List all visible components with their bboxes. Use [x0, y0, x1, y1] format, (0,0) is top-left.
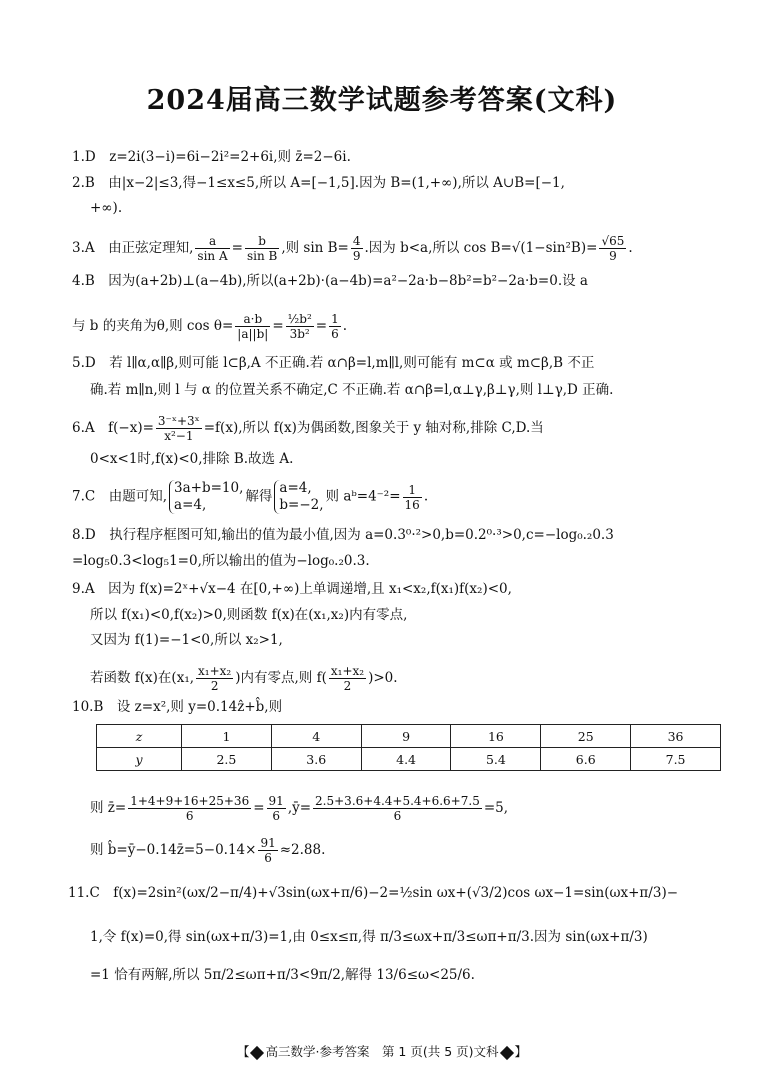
table-cell: 4: [271, 725, 361, 748]
answer-4-line-1: 4.B 因为(a+2b)⊥(a−4b),所以(a+2b)·(a−4b)=a²−2a·b−8b²=b²−2a·b=0.设 a: [72, 273, 588, 289]
answer-2-line-2: +∞).: [90, 200, 123, 216]
answer-9-line-4: 若函数 f(x)在(x₁, $\frac{\text{x₁+x₂}}{2}$ )内有零点,则 f( $\frac{\text{x₁+x₂}}{2}$ )>0.: [90, 664, 398, 693]
table-cell: 36: [631, 725, 721, 748]
page-title: 2024届高三数学试题参考答案(文科): [146, 85, 618, 116]
answer-6-line-1: 6.A f(−x)= $\frac{\text{3⁻ˣ+3ˣ}}{\text{x²−1}}$ =f(x),所以 f(x)为偶函数,图象关于 y 轴对称,排除 C,D.当: [72, 414, 544, 443]
table-cell: 9: [361, 725, 451, 748]
table-cell: 5.4: [451, 748, 541, 771]
footer-left-bracket: 【: [236, 1044, 250, 1059]
answer-9-line-2: 所以 f(x₁)<0,f(x₂)>0,则函数 f(x)在(x₁,x₂)内有零点,: [90, 607, 408, 623]
answer-11-line-1: 11.C f(x)=2sin²(ωx/2−π/4)+√3sin(ωx+π/6)−2=½sin ωx+(√3/2)cos ωx−1=sin(ωx+π/3)−: [68, 885, 679, 901]
table-row-y: [97, 748, 721, 771]
footer-text: 高三数学·参考答案 第 1 页(共 5 页)文科: [265, 1044, 499, 1059]
table-cell: 6.6: [541, 748, 631, 771]
answer-9-line-3: 又因为 f(1)=−1<0,所以 x₂>1,: [90, 632, 283, 648]
table-cell: 4.4: [361, 748, 451, 771]
answer-1: 1.D z=2i(3−i)=6i−2i²=2+6i,则 z̄=2−6i.: [72, 149, 351, 165]
table-row-label: z: [97, 725, 182, 748]
answer-6-line-2: 0<x<1时,f(x)<0,排除 B.故选 A.: [90, 451, 294, 467]
answer-11-line-2: 1,令 f(x)=0,得 sin(ωx+π/3)=1,由 0≤x≤π,得 π/3≤ωx+π/3≤ωπ+π/3.因为 sin(ωx+π/3): [90, 929, 648, 945]
answer-8-line-1: 8.D 执行程序框图可知,输出的值为最小值,因为 a=0.3⁰·²>0,b=0.2⁰·³>0,c=−log₀.₂0.3: [72, 527, 614, 543]
table-row-z: [97, 725, 721, 748]
data-table: [96, 724, 721, 771]
table-cell: 7.5: [631, 748, 721, 771]
answer-11-line-3: =1 恰有两解,所以 5π/2≤ωπ+π/3<9π/2,解得 13/6≤ω<25/6.: [90, 967, 475, 983]
answer-3: 3.A 由正弦定理知, $\frac{a}{\text{sin A}}$ = $\frac{b}{\text{sin B}}$ ,则 sin B= $\frac{4}{9}$ .因为 b<a,所以 cos B=√(1−sin²B)= $\frac{√65}{9}$ .: [72, 234, 633, 263]
table-row-label: y: [97, 748, 182, 771]
answer-10: 10.B 设 z=x²,则 y=0.14ẑ+b̂,则: [72, 699, 283, 715]
table-cell: 3.6: [271, 748, 361, 771]
diamond-icon: [250, 1045, 264, 1059]
answer-5-line-2: 确.若 m∥n,则 l 与 α 的位置关系不确定,C 不正确.若 α∩β=l,α⊥γ,β⊥γ,则 l⊥γ,D 正确.: [90, 382, 614, 398]
table-cell: 16: [451, 725, 541, 748]
table-cell: 2.5: [182, 748, 272, 771]
answer-8-line-2: =log₅0.3<log₅1=0,所以输出的值为−log₀.₂0.3.: [72, 553, 370, 569]
answer-5-line-1: 5.D 若 l∥α,α∥β,则可能 l⊂β,A 不正确.若 α∩β=l,m∥l,则可能有 m⊂α 或 m⊂β,B 不正: [72, 355, 595, 371]
footer-right-bracket: 】: [514, 1044, 528, 1059]
page-footer: [0, 1042, 764, 1060]
diamond-icon: [499, 1045, 513, 1059]
answer-9-line-1: 9.A 因为 f(x)=2ˣ+√x−4 在[0,+∞)上单调递增,且 x₁<x₂,f(x₁)f(x₂)<0,: [72, 581, 512, 597]
table-cell: 1: [182, 725, 272, 748]
table-cell: 25: [541, 725, 631, 748]
answer-7: 7.C 由题可知, 3a+b=10, a=4, 解得 a=4, b=−2, 则 aᵇ=4⁻²= $\frac{1}{16}$ .: [72, 480, 429, 513]
answer-10-means: 则 z̄= $\frac{1+4+9+16+25+36}{6}$ = $\frac{91}{6}$ ,ȳ= $\frac{2.5+3.6+4.4+5.4+6.6+7.5}{6}$ =5,: [90, 794, 509, 823]
answer-2-line-1: 2.B 由|x−2|≤3,得−1≤x≤5,所以 A=[−1,5].因为 B=(1,+∞),所以 A∪B=[−1,: [72, 175, 565, 191]
answer-10-bhat: 则 b̂=ȳ−0.14z̄=5−0.14× $\frac{91}{6}$ ≈2.88.: [90, 836, 326, 865]
answer-4-line-2: 与 b 的夹角为θ,则 cos θ= $\frac{a\cdot b}{|a||b|}$ = $\frac{\text{½b²}}{\text{3b²}}$ = $\frac{1}{6}$ .: [72, 312, 347, 341]
